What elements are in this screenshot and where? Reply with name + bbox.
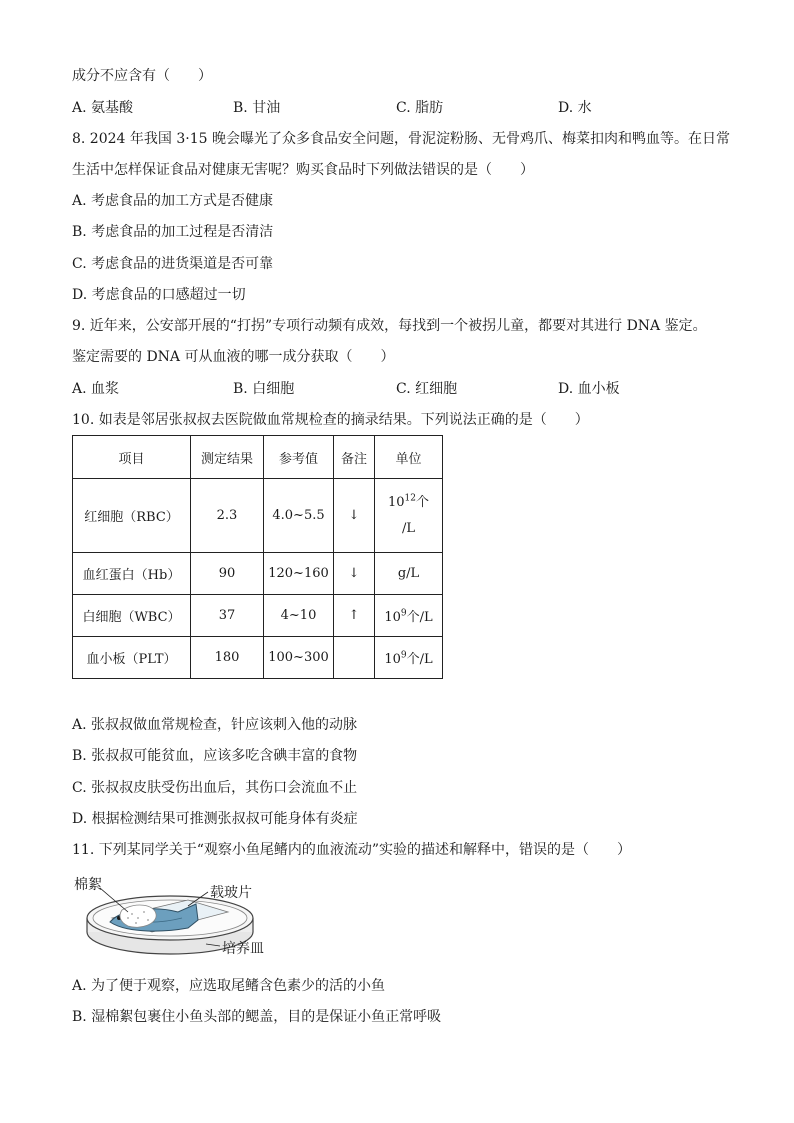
q10-option-b: B. 张叔叔可能贫血，应该多吃含碘丰富的食物 (72, 748, 358, 764)
cell-unit (375, 595, 443, 637)
cell-reference: 120~160 (264, 553, 334, 595)
cell-result: 180 (191, 637, 264, 679)
unit-exponent: 9 (400, 608, 407, 619)
cell-item: 红细胞（RBC） (73, 479, 191, 553)
header-reference: 参考值 (264, 436, 334, 479)
q9-option-c: C. 红细胞 (396, 381, 458, 397)
table-header-row (73, 436, 443, 479)
q7-stem-tail: 成分不应含有（ ） (72, 68, 212, 84)
q11-stem: 11. 下列某同学关于“观察小鱼尾鳍内的血液流动”实验的描述和解释中，错误的是（ ） (72, 842, 632, 858)
q10-option-a: A. 张叔叔做血常规检查，针应该刺入他的动脉 (72, 717, 358, 733)
unit-tail: 个/L (406, 610, 433, 625)
unit-tail: 个 (415, 494, 429, 510)
unit-exponent: 9 (400, 650, 407, 661)
cell-note-down-arrow: ↓ (334, 553, 375, 595)
cell-reference: 100~300 (264, 637, 334, 679)
q7-option-c: C. 脂肪 (396, 100, 444, 116)
q9-option-d: D. 血小板 (558, 381, 620, 397)
q10-option-d: D. 根据检测结果可推测张叔叔可能身体有炎症 (72, 811, 358, 827)
cell-reference: 4.0~5.5 (264, 479, 334, 553)
q9-stem-line1: 9. 近年来，公安部开展的“打拐”专项行动频有成效，每找到一个被拐儿童，都要对其进行 DNA 鉴定。 (72, 318, 707, 334)
table-row (73, 637, 443, 679)
q8-stem-line1: 8. 2024 年我国 3·15 晚会曝光了众多食品安全问题，骨泥淀粉肠、无骨鸡爪、梅菜扣肉和鸭血等。在日常 (72, 131, 730, 147)
cell-note-up-arrow: ↑ (334, 595, 375, 637)
unit-line2: /L (401, 520, 415, 536)
q9-option-a: A. 血浆 (72, 381, 120, 397)
q9-stem-line2: 鉴定需要的 DNA 可从血液的哪一成分获取（ ） (72, 349, 395, 365)
blood-test-table (72, 435, 443, 679)
cell-note (334, 637, 375, 679)
cell-item: 血小板（PLT） (73, 637, 191, 679)
table-row (73, 595, 443, 637)
q11-option-b: B. 湿棉絮包裹住小鱼头部的鳃盖，目的是保证小鱼正常呼吸 (72, 1009, 442, 1025)
q7-option-d: D. 水 (558, 100, 592, 116)
fish-dish-figure (70, 870, 270, 964)
header-result: 测定结果 (191, 436, 264, 479)
cell-result: 90 (191, 553, 264, 595)
cell-unit (375, 479, 443, 553)
label-cotton: 棉絮 (74, 877, 102, 893)
cell-item: 血红蛋白（Hb） (73, 553, 191, 595)
q11-option-a: A. 为了便于观察，应选取尾鳍含色素少的活的小鱼 (72, 978, 386, 994)
q9-option-b: B. 白细胞 (233, 381, 295, 397)
q8-option-b: B. 考虑食品的加工过程是否清洁 (72, 224, 274, 240)
label-dish: 培养皿 (222, 941, 264, 957)
header-item: 项目 (73, 436, 191, 479)
unit-base: 10 (384, 610, 401, 625)
header-note: 备注 (334, 436, 375, 479)
cell-item: 白细胞（WBC） (73, 595, 191, 637)
cell-result: 2.3 (191, 479, 264, 553)
cell-unit: g/L (375, 553, 443, 595)
q8-option-a: A. 考虑食品的加工方式是否健康 (72, 193, 274, 209)
header-unit: 单位 (375, 436, 443, 479)
cell-note-down-arrow: ↓ (334, 479, 375, 553)
cell-reference: 4~10 (264, 595, 334, 637)
q10-option-c: C. 张叔叔皮肤受伤出血后，其伤口会流血不止 (72, 780, 358, 796)
q10-stem: 10. 如表是邻居张叔叔去医院做血常规检查的摘录结果。下列说法正确的是（ ） (72, 412, 589, 428)
unit-exponent: 12 (404, 493, 416, 504)
q7-option-b: B. 甘油 (233, 100, 281, 116)
q8-stem-line2: 生活中怎样保证食品对健康无害呢？购买食品时下列做法错误的是（ ） (72, 162, 534, 178)
q7-option-a: A. 氨基酸 (72, 100, 134, 116)
label-slide: 载玻片 (210, 885, 252, 901)
q8-option-c: C. 考虑食品的进货渠道是否可靠 (72, 256, 274, 272)
table-row (73, 553, 443, 595)
unit-base: 10 (387, 494, 405, 510)
unit-tail: 个/L (406, 652, 433, 667)
cell-result: 37 (191, 595, 264, 637)
cell-unit (375, 637, 443, 679)
unit-base: 10 (384, 652, 401, 667)
table-row (73, 479, 443, 553)
q8-option-d: D. 考虑食品的口感超过一切 (72, 287, 246, 303)
